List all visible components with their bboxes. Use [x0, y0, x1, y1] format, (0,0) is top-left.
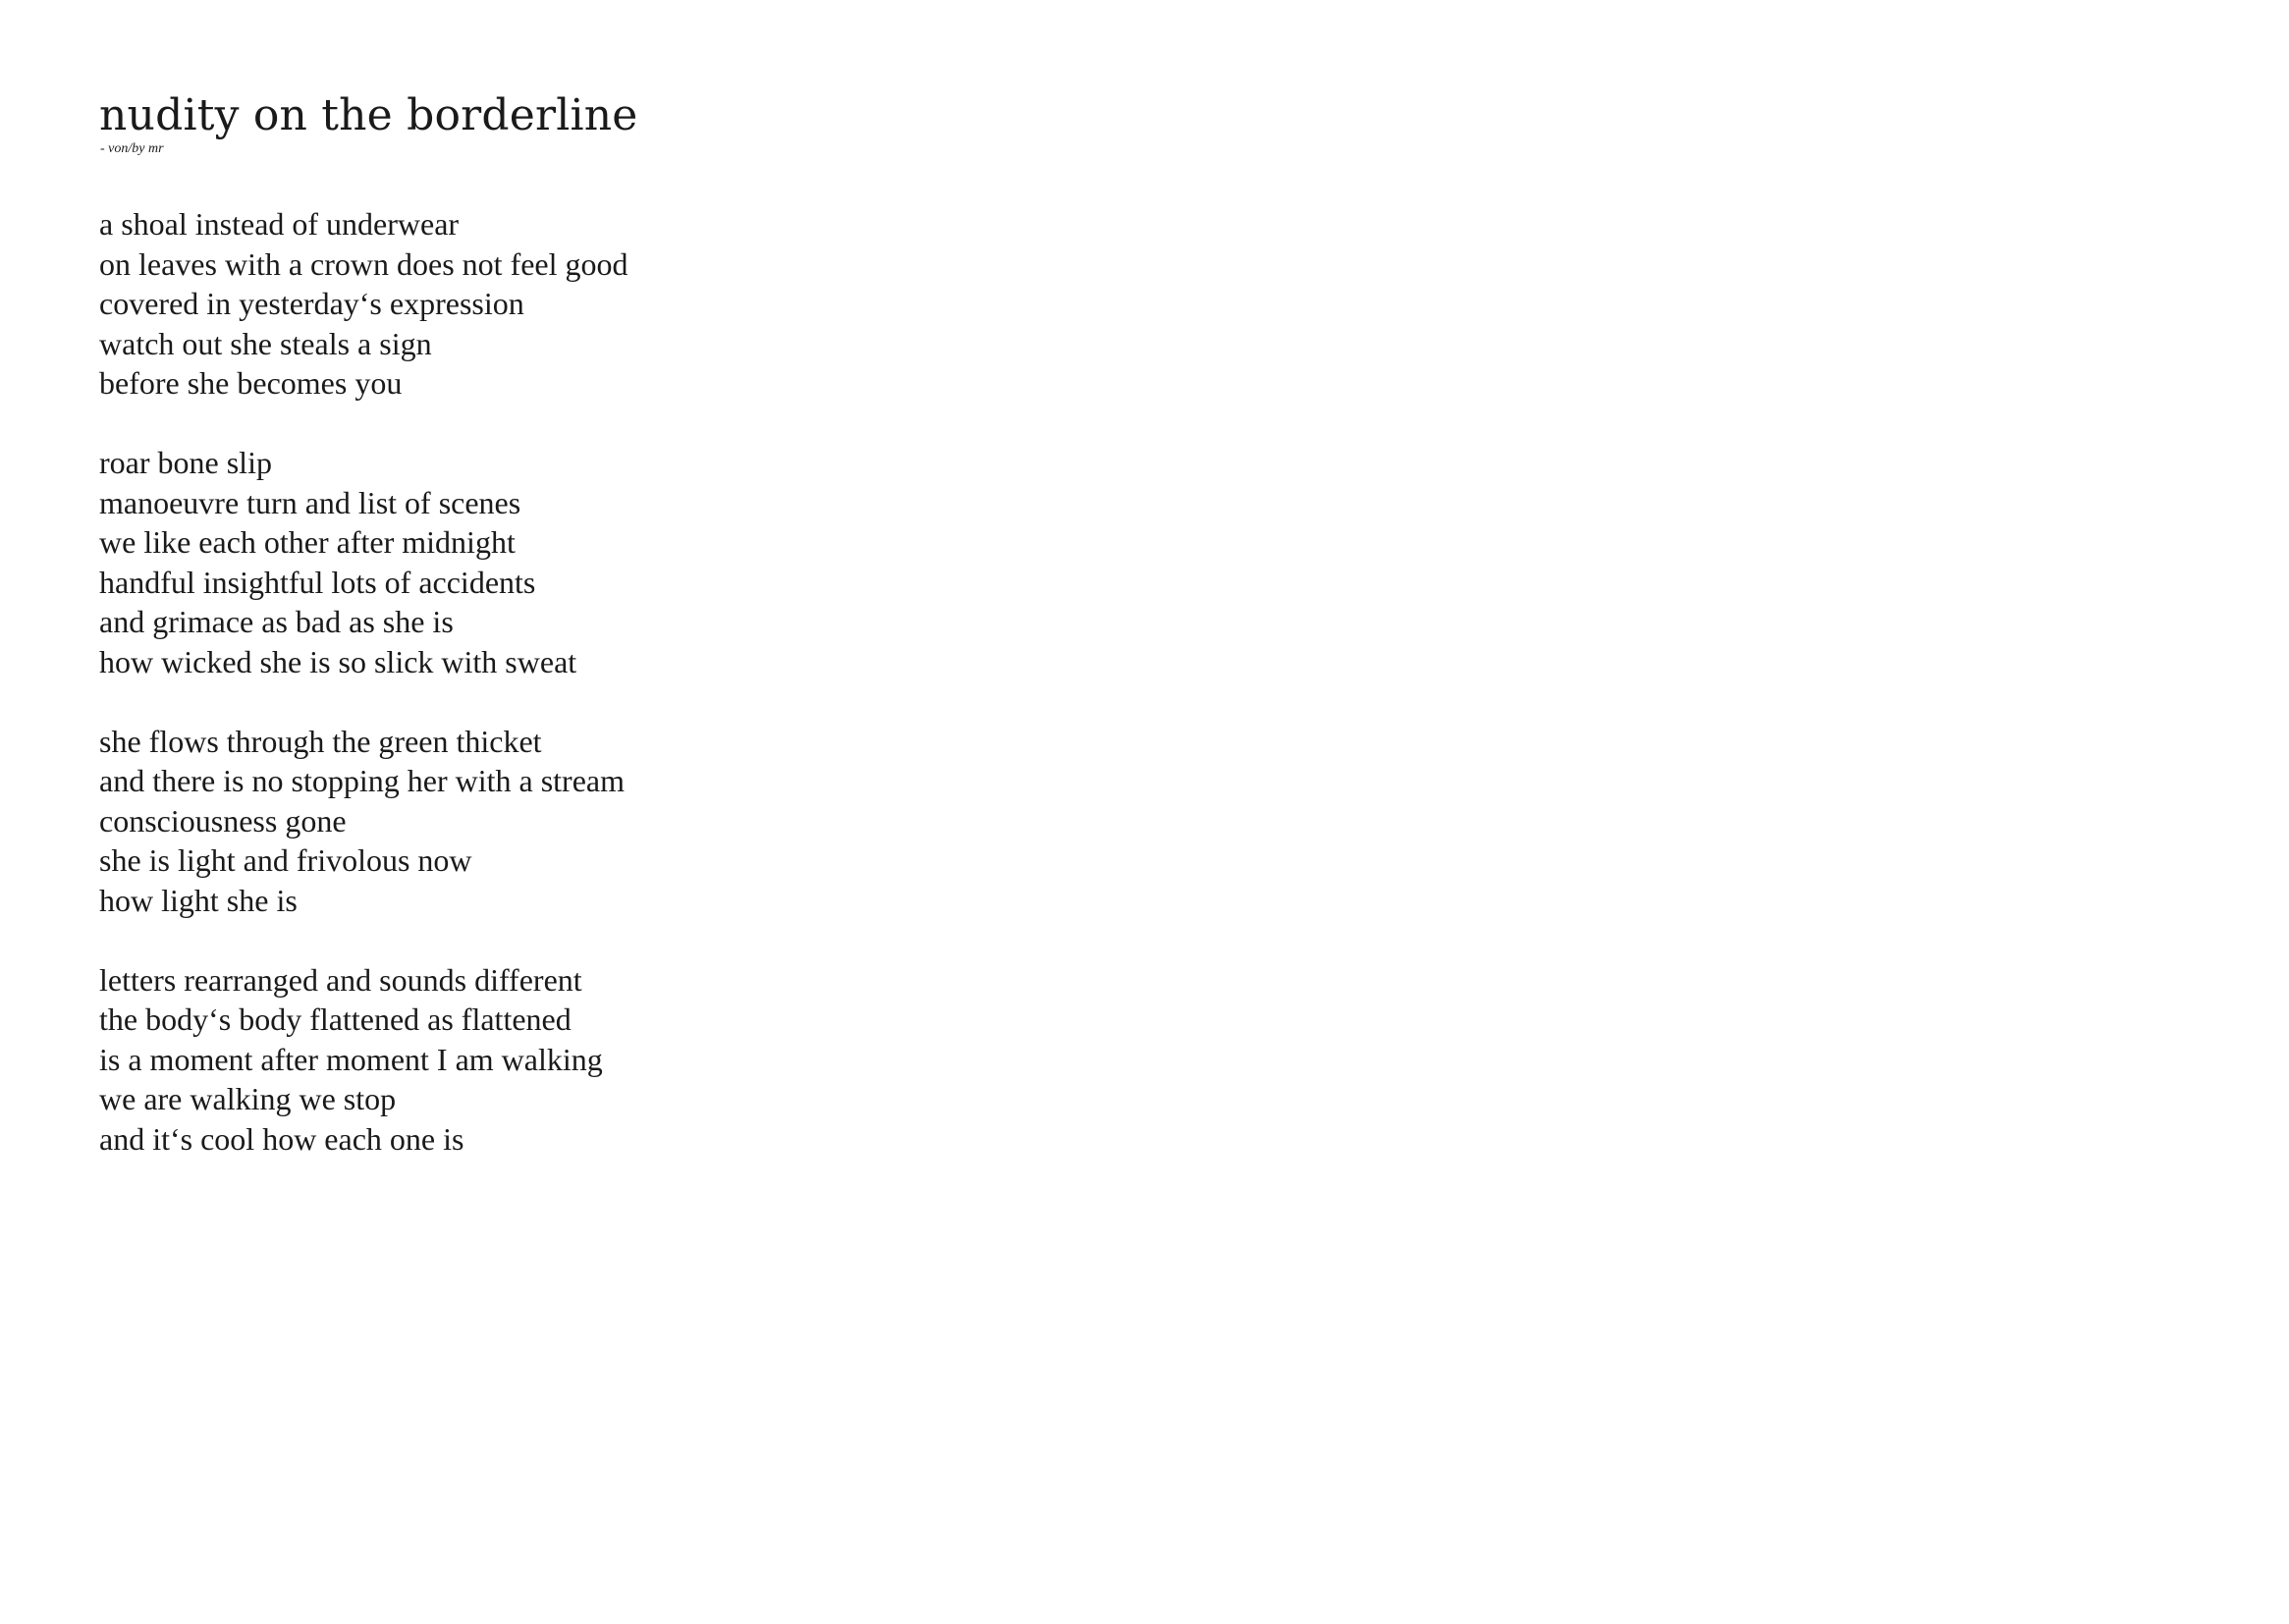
poem-title: nudity on the borderline: [99, 90, 638, 140]
stanza-3: [99, 722, 1081, 921]
poem-line: how wicked she is so slick with sweat: [99, 643, 577, 679]
poem-line: watch out she steals a sign: [99, 325, 432, 361]
poem-line: the body‘s body flattened as flattened: [99, 1001, 572, 1037]
poem-line: we like each other after midnight: [99, 524, 516, 560]
poem-byline: - von/by mr: [100, 141, 164, 156]
stanza-4: [99, 960, 1081, 1160]
poem: [99, 90, 1081, 1199]
stanza-2: [99, 443, 1081, 681]
poem-line: and there is no stopping her with a stream: [99, 763, 625, 798]
poem-line: a shoal instead of underwear: [99, 206, 460, 242]
poem-line: we are walking we stop: [99, 1081, 397, 1116]
poem-line: is a moment after moment I am walking: [99, 1041, 603, 1077]
poem-line: covered in yesterday‘s expression: [99, 286, 524, 321]
poem-line: handful insightful lots of accidents: [99, 564, 536, 600]
poem-line: how light she is: [99, 882, 298, 918]
poem-body: [99, 204, 1081, 1159]
poem-line: manoeuvre turn and list of scenes: [99, 484, 521, 520]
poem-line: before she becomes you: [99, 365, 403, 401]
poem-line: she is light and frivolous now: [99, 842, 472, 878]
poem-line: and it‘s cool how each one is: [99, 1120, 464, 1157]
stanza-1: [99, 204, 1081, 404]
poem-line: letters rearranged and sounds different: [99, 961, 582, 998]
poem-line: she flows through the green thicket: [99, 723, 542, 759]
poem-line: roar bone slip: [99, 445, 272, 480]
poem-line: and grimace as bad as she is: [99, 604, 454, 639]
poem-line: on leaves with a crown does not feel good: [99, 245, 628, 282]
poem-line: consciousness gone: [99, 802, 347, 839]
